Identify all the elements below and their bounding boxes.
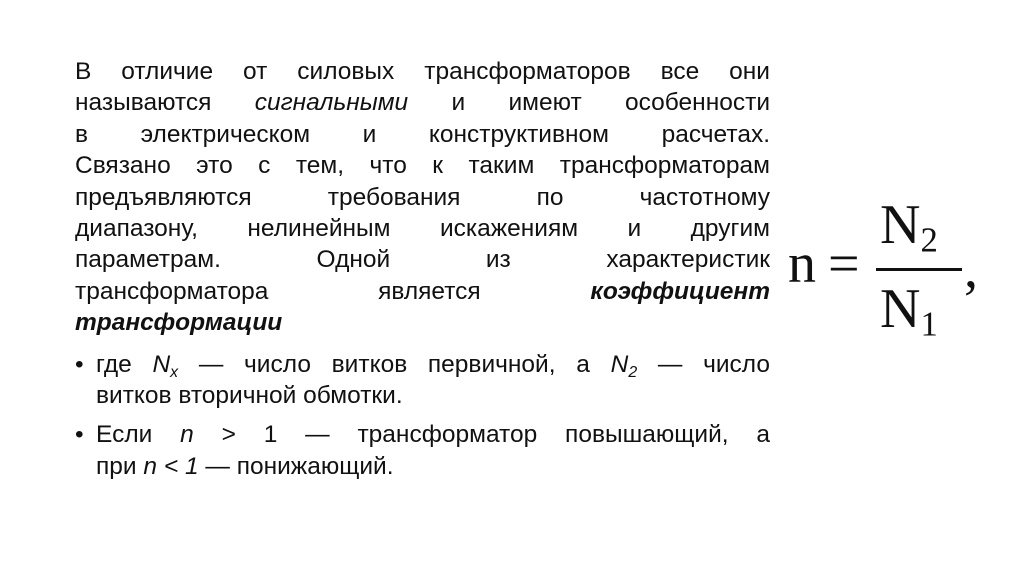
fraction-bar [876, 268, 962, 271]
formula-comma: , [964, 238, 978, 300]
text-fragment: — число [637, 350, 770, 378]
text-line [75, 87, 770, 118]
text-fragment: > 1 — трансформатор повышающий, а [193, 421, 771, 449]
text-line: параметрам. Одной из характеристик [75, 246, 770, 274]
text-line: диапазону, нелинейным искажениям и другим [75, 215, 770, 243]
text-line: Связано это с тем, что к таким трансформаторам [75, 152, 770, 180]
text-fragment: называются [75, 89, 255, 117]
text-line: в электрическом и конструктивном расчетах. [75, 120, 770, 148]
text-fragment: — число витков первичной, а [178, 350, 611, 378]
text-line [96, 419, 770, 450]
term-transformation: трансформации [75, 309, 283, 337]
term-coefficient: коэффициент [590, 277, 770, 305]
transformation-ratio-formula [788, 194, 1008, 355]
text-line [96, 451, 770, 482]
bullet-item [75, 419, 770, 482]
bullet-list [75, 349, 770, 483]
variable-n2: $N_2$ [610, 350, 638, 381]
text-line [75, 307, 770, 338]
text-line: предъявляются требования по частотному [75, 183, 770, 211]
formula-denominator: $N_1$ [880, 278, 938, 344]
formula-numerator: $N_2$ [880, 194, 938, 260]
text-line [75, 276, 770, 307]
variable-n1: $N_x$ [152, 350, 179, 381]
text-fragment: трансформатора является [75, 277, 591, 305]
variable-n: n [180, 421, 194, 449]
bullet-marker: • [75, 350, 84, 378]
bullet-marker: • [75, 421, 84, 449]
text-fragment: где [96, 350, 153, 378]
formula-equals-sign: = [828, 233, 860, 295]
text-fragment: Если [96, 421, 181, 449]
emphasis-signal: сигнальными [254, 89, 409, 117]
formula-lhs: n [788, 233, 816, 295]
body-paragraph [75, 56, 770, 339]
bullet-item [75, 349, 770, 412]
text-fragment: при [96, 452, 144, 480]
text-fragment: и имеют особенности [408, 89, 771, 117]
text-line: В отличие от силовых трансформаторов все они [75, 58, 770, 85]
text-fragment: — понижающий. [198, 452, 394, 480]
text-line: витков вторичной обмотки. [96, 382, 403, 410]
condition-n-less-1: n < 1 [143, 452, 199, 480]
text-line [96, 349, 770, 380]
main-text-block [75, 56, 770, 490]
